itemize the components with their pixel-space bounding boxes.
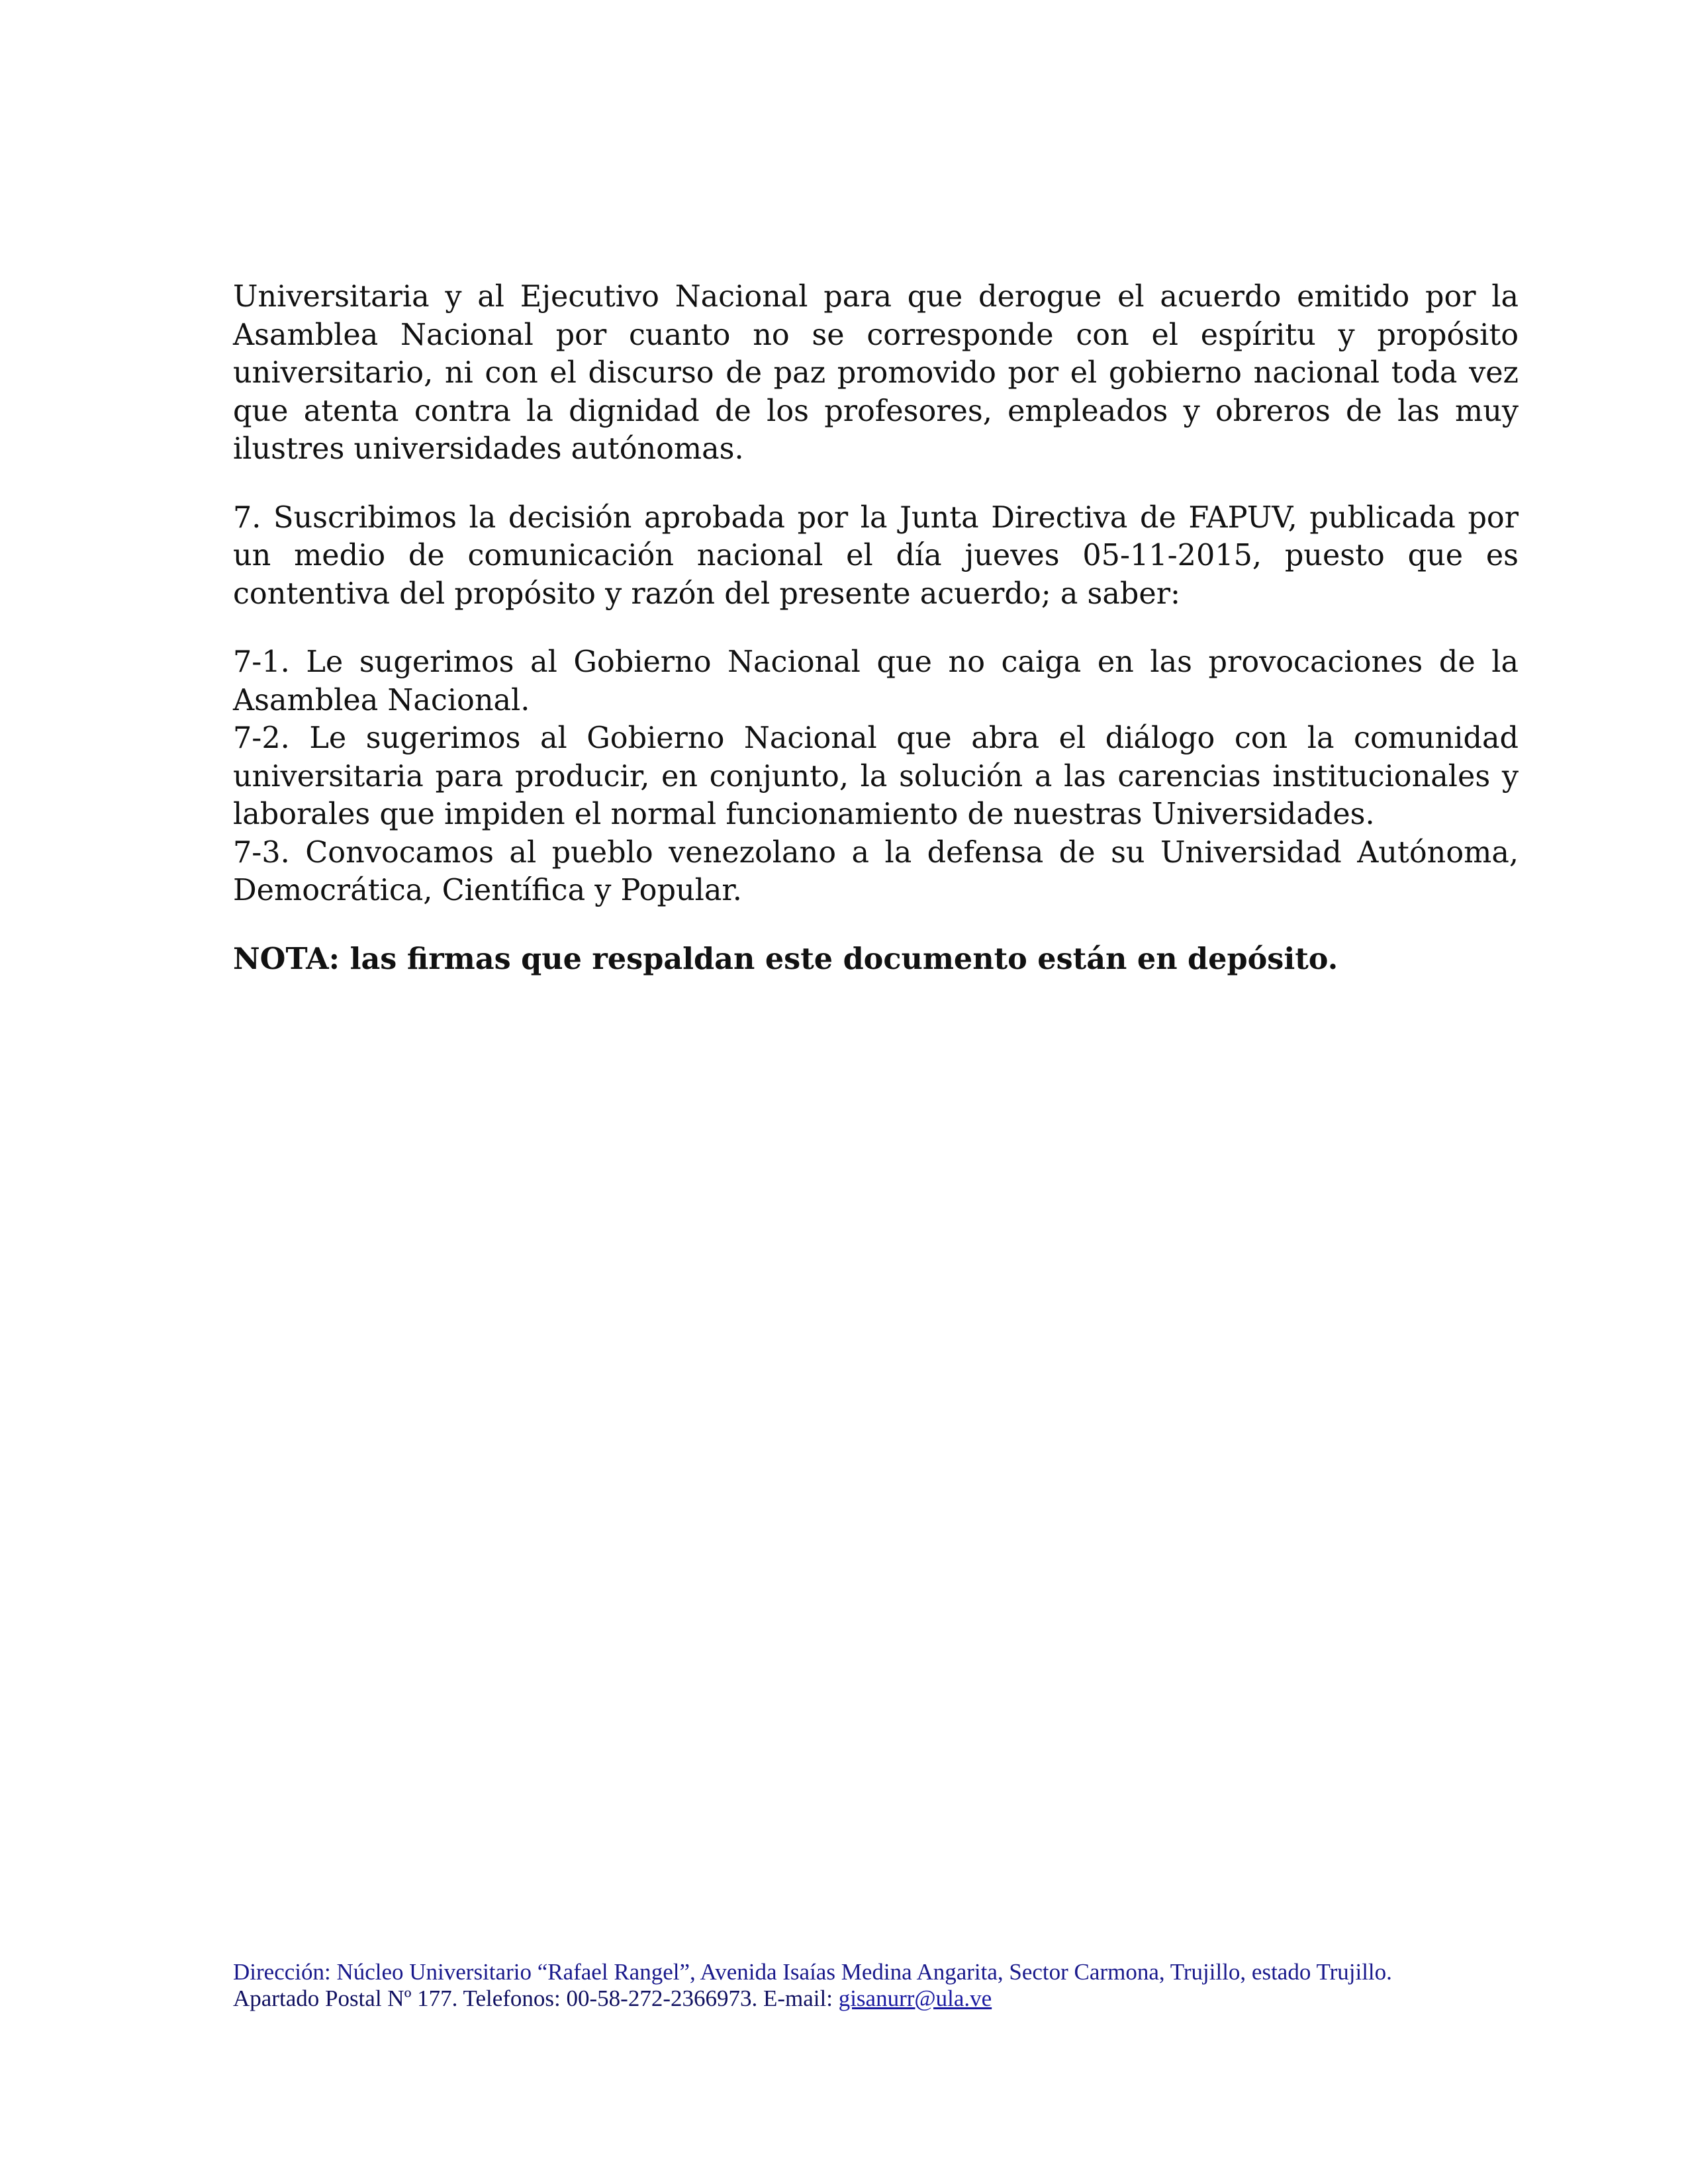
footer-email-link[interactable]: gisanurr@ula.ve — [838, 1985, 992, 2011]
footer-contact — [233, 1985, 1524, 2012]
paragraph-point-7-2: 7-2. Le sugerimos al Gobierno Nacional que abra el diálogo con la comunidad universitaria para producir, en conjunto, la solución a las carencias institucionales y laborales que impiden el normal funcionamiento de nuestras Universidades. — [233, 721, 1519, 831]
paragraph-point-7-3: 7-3. Convocamos al pueblo venezolano a la defensa de su Universidad Autónoma, Democrática, Científica y Popular. — [233, 835, 1519, 907]
page-footer — [233, 1959, 1524, 2012]
paragraph-derogation-request: Universitaria y al Ejecutivo Nacional para que derogue el acuerdo emitido por la Asamblea Nacional por cuanto no se corresponde con el espíritu y propósito universitario, ni con el discurso de paz promovido por el gobierno nacional toda vez que atenta contra la dignidad de los profesores, empleados y obreros de las muy ilustres universidades autónomas. — [233, 280, 1519, 466]
signatures-note: NOTA: las firmas que respaldan este documento están en depósito. — [233, 941, 1338, 976]
footer-address: Dirección: Núcleo Universitario “Rafael Rangel”, Avenida Isaías Medina Angarita, Sector Carmona, Trujillo, estado Trujillo. — [233, 1959, 1392, 1985]
footer-postal-phone: Apartado Postal Nº 177. Telefonos: 00-58-272-2366973. E-mail: — [233, 1985, 839, 2011]
paragraph-point-7: 7. Suscribimos la decisión aprobada por la Junta Directiva de FAPUV, publicada por un medio de comunicación nacional el día jueves 05-11-2015, puesto que es contentiva del propósito y razón del presente acuerdo; a saber: — [233, 500, 1519, 611]
paragraph-point-7-1: 7-1. Le sugerimos al Gobierno Nacional que no caiga en las provocaciones de la Asamblea Nacional. — [233, 645, 1519, 717]
document-body — [233, 278, 1519, 978]
